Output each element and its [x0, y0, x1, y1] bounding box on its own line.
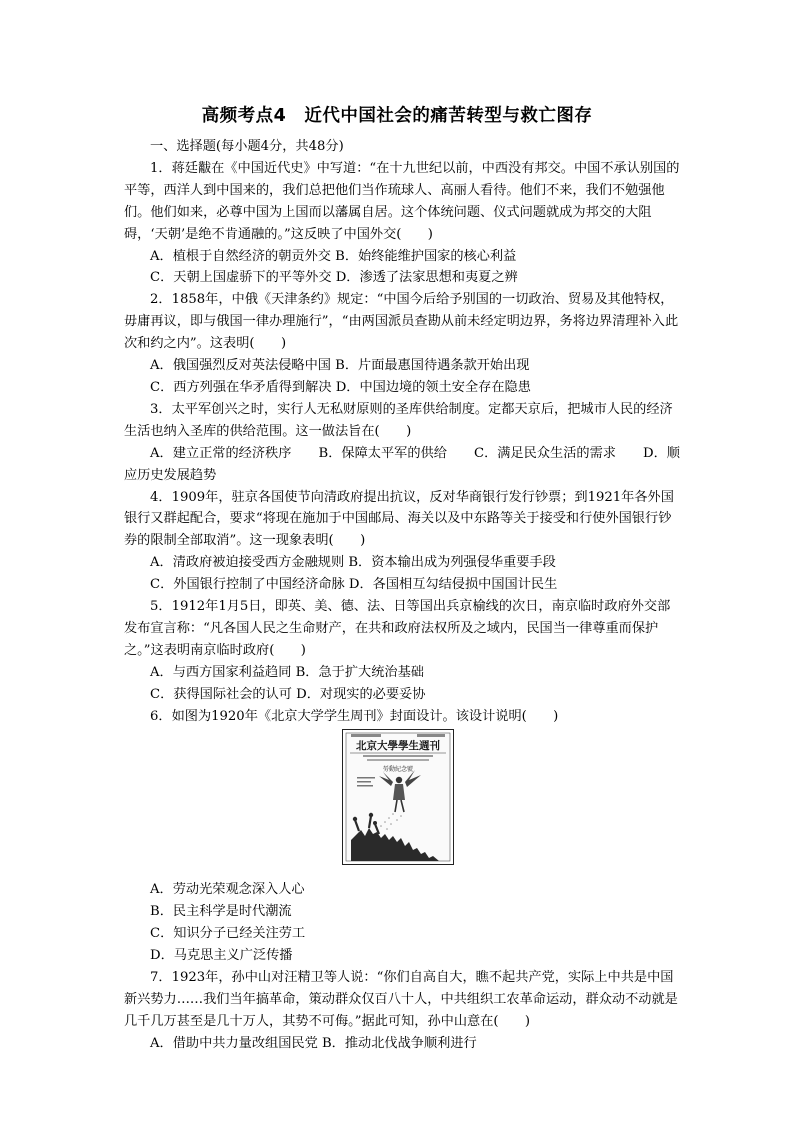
question-6-option-a: A．劳动光荣观念深入人心: [150, 882, 305, 898]
question-3-option-a: A．建立正常的经济秩序: [150, 445, 292, 461]
question-7-stem: 7．1923年，孙中山对汪精卫等人说：“你们自高自大，瞧不起共产党，实际上中共是中国新兴势力……我们当年搞革命，策动群众仅百八十人，中共组织工农革命运动，群众动不动就是几千几万甚至是几十万人，其势不可侮。”据此可知，孙中山意在( ): [124, 970, 678, 1029]
question-6-figure: [124, 727, 680, 879]
cover-title: 北京大學學生週刊: [356, 740, 440, 753]
question-4-stem: 4．1909年，驻京各国使节向清政府提出抗议，反对华商银行发行钞票；到1921年各外国银行又群起配合，要求“将现在施加于中国邮局、海关以及中东路等关于接受和行使外国银行钞券的限制全部取消”。这一现象表明( ): [124, 489, 674, 549]
question-1-stem: 1．蒋廷黻在《中国近代史》中写道：“在十九世纪以前，中西没有邦交。中国不承认别国的平等，西洋人到中国来的，我们总把他们当作琉球人、高丽人看待。他们不来，我们不勉强他们。他们如来，必尊中国为上国而以藩属自居。这个体统问题、仪式问题就成为邦交的大阻碍，‘天朝’是绝不肯通融的。”这反映了中国外交( ): [124, 160, 680, 242]
question-6-stem: 6．如图为1920年《北京大学学生周刊》封面设计。该设计说明( ): [150, 708, 559, 724]
question-3-option-b: B．保障太平军的供给: [318, 445, 447, 461]
page-title: 高频考点4 近代中国社会的痛苦转型与救亡图存: [201, 106, 593, 126]
section-heading: 一、选择题(每小题4分，共48分): [150, 139, 344, 154]
question-3-stem: 3．太平军创兴之时，实行人无私财原则的圣库供给制度。定都天京后，把城市人民的经济生活也纳入圣库的供给范围。这一做法旨在( ): [124, 401, 673, 439]
question-3-option-c: C．满足民众生活的需求: [473, 445, 616, 461]
question-7-options-ab: A．借助中共力量改组国民党 B．推动北伐战争顺利进行: [150, 1035, 477, 1051]
question-3-option-d: D．顺: [643, 445, 680, 461]
question-5-stem: 5．1912年1月5日，即英、美、德、法、日等国出兵京榆线的次日，南京临时政府外交部发布宣言称：“凡各国人民之生命财产，在共和政府法权所及之域内，民国当一律尊重而保护之。”这表明南京临时政府( ): [124, 599, 671, 658]
question-3-option-d-continued: 应历史发展趋势: [124, 467, 217, 483]
question-4-options-ab: A．清政府被迫接受西方金融规则 B．资本输出成为列强侵华重要手段: [150, 555, 556, 571]
cover-subtitle: 勞動紀念號: [382, 766, 414, 774]
question-2-options-cd: C．西方列强在华矛盾得到解决 D．中国边境的领土安全存在隐患: [150, 379, 531, 395]
question-4-options-cd: C．外国银行控制了中国经济命脉 D．各国相互勾结侵损中国国计民生: [150, 577, 558, 593]
question-5-options-cd: C．获得国际社会的认可 D．对现实的必要妥协: [150, 686, 426, 702]
magazine-cover-illustration: [343, 730, 453, 864]
question-5-options-ab: A．与西方国家利益趋同 B．急于扩大统治基础: [150, 664, 424, 680]
question-6-option-c: C．知识分子已经关注劳工: [150, 926, 306, 942]
question-list: [124, 136, 680, 1055]
magazine-cover-image: [342, 729, 454, 865]
question-2-stem: 2．1858年，中俄《天津条约》规定：“中国今后给予别国的一切政治、贸易及其他特权，毋庸再议，即与俄国一律办理施行”，“由两国派员查勘从前未经定明边界，务将边界清理补入此次和约之内”。这表明( ): [124, 292, 679, 352]
question-6-option-d: D．马克思主义广泛传播: [150, 948, 293, 964]
question-3-options: [124, 443, 680, 465]
question-1-options-cd: C．天朝上国虚骄下的平等外交 D．渗透了法家思想和夷夏之辨: [150, 270, 518, 286]
question-1-options-ab: A．植根于自然经济的朝贡外交 B．始终能维护国家的核心利益: [150, 248, 517, 264]
question-6-option-b: B．民主科学是时代潮流: [150, 904, 292, 920]
question-2-options-ab: A．俄国强烈反对英法侵略中国 B．片面最惠国待遇条款开始出现: [150, 358, 530, 374]
